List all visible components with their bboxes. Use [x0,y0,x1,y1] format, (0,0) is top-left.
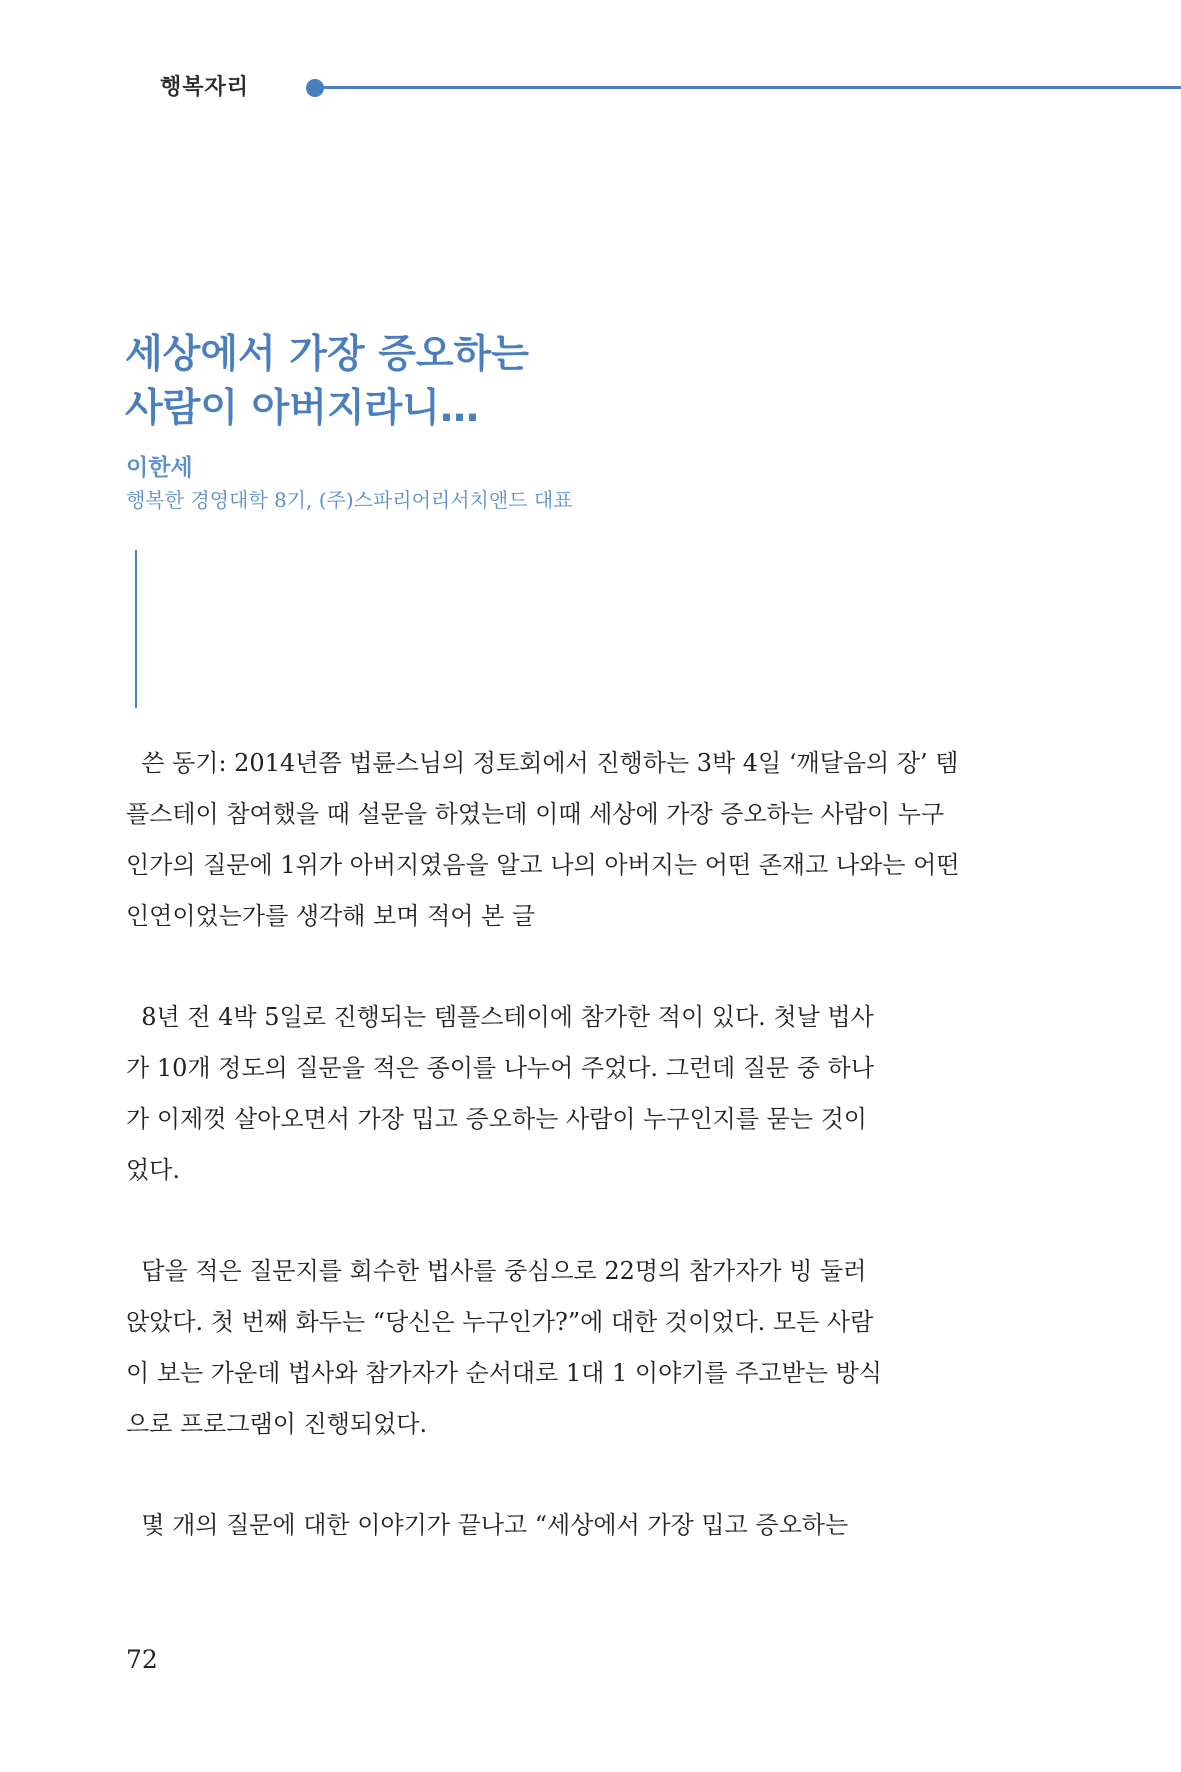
text-line: 가 10개 정도의 질문을 적은 종이를 나누어 주었다. 그런데 질문 중 하나 [126,1054,875,1082]
paragraph [126,1500,972,1551]
paragraph [126,992,972,1196]
paragraph-motive [126,738,972,942]
running-header: 행복자리 [160,75,250,100]
text-line: 쓴 동기: 2014년쯤 법륜스님의 정토회에서 진행하는 3박 4일 ‘깨달음의 장’ 템 [126,749,959,777]
author-name: 이한세 [126,455,193,481]
text-line: 가 이제껏 살아오면서 가장 밉고 증오하는 사람이 누구인지를 묻는 것이 [126,1105,867,1133]
text-line: 인연이었는가를 생각해 보며 적어 본 글 [126,902,536,930]
article-body [126,738,972,1601]
text-line: 앉았다. 첫 번째 화두는 “당신은 누구인가?”에 대한 것이었다. 모든 사람 [126,1308,874,1336]
header-rule [318,86,1181,89]
vertical-rule [135,550,137,708]
author-affiliation: 행복한 경영대학 8기, (주)스파리어리서치앤드 대표 [126,488,573,512]
text-line: 플스테이 참여했을 때 설문을 하였는데 이때 세상에 가장 증오하는 사람이 누구 [126,800,945,828]
text-line: 답을 적은 질문지를 회수한 법사를 중심으로 22명의 참가자가 빙 둘러 [126,1257,867,1285]
text-line: 8년 전 4박 5일로 진행되는 템플스테이에 참가한 적이 있다. 첫날 법사 [126,1003,874,1031]
text-line: 인가의 질문에 1위가 아버지였음을 알고 나의 아버지는 어떤 존재고 나와는 어떤 [126,851,960,879]
article-title [125,328,529,436]
text-line: 이 보는 가운데 법사와 참가자가 순서대로 1대 1 이야기를 주고받는 방식 [126,1359,882,1387]
text-line: 었다. [126,1156,180,1184]
paragraph [126,1246,972,1450]
title-line-1: 세상에서 가장 증오하는 [125,332,529,377]
title-line-2: 사람이 아버지라니… [125,386,479,431]
text-line: 몇 개의 질문에 대한 이야기가 끝나고 “세상에서 가장 밉고 증오하는 [126,1511,849,1539]
text-line: 으로 프로그램이 진행되었다. [126,1410,428,1438]
page-number: 72 [126,1645,158,1674]
